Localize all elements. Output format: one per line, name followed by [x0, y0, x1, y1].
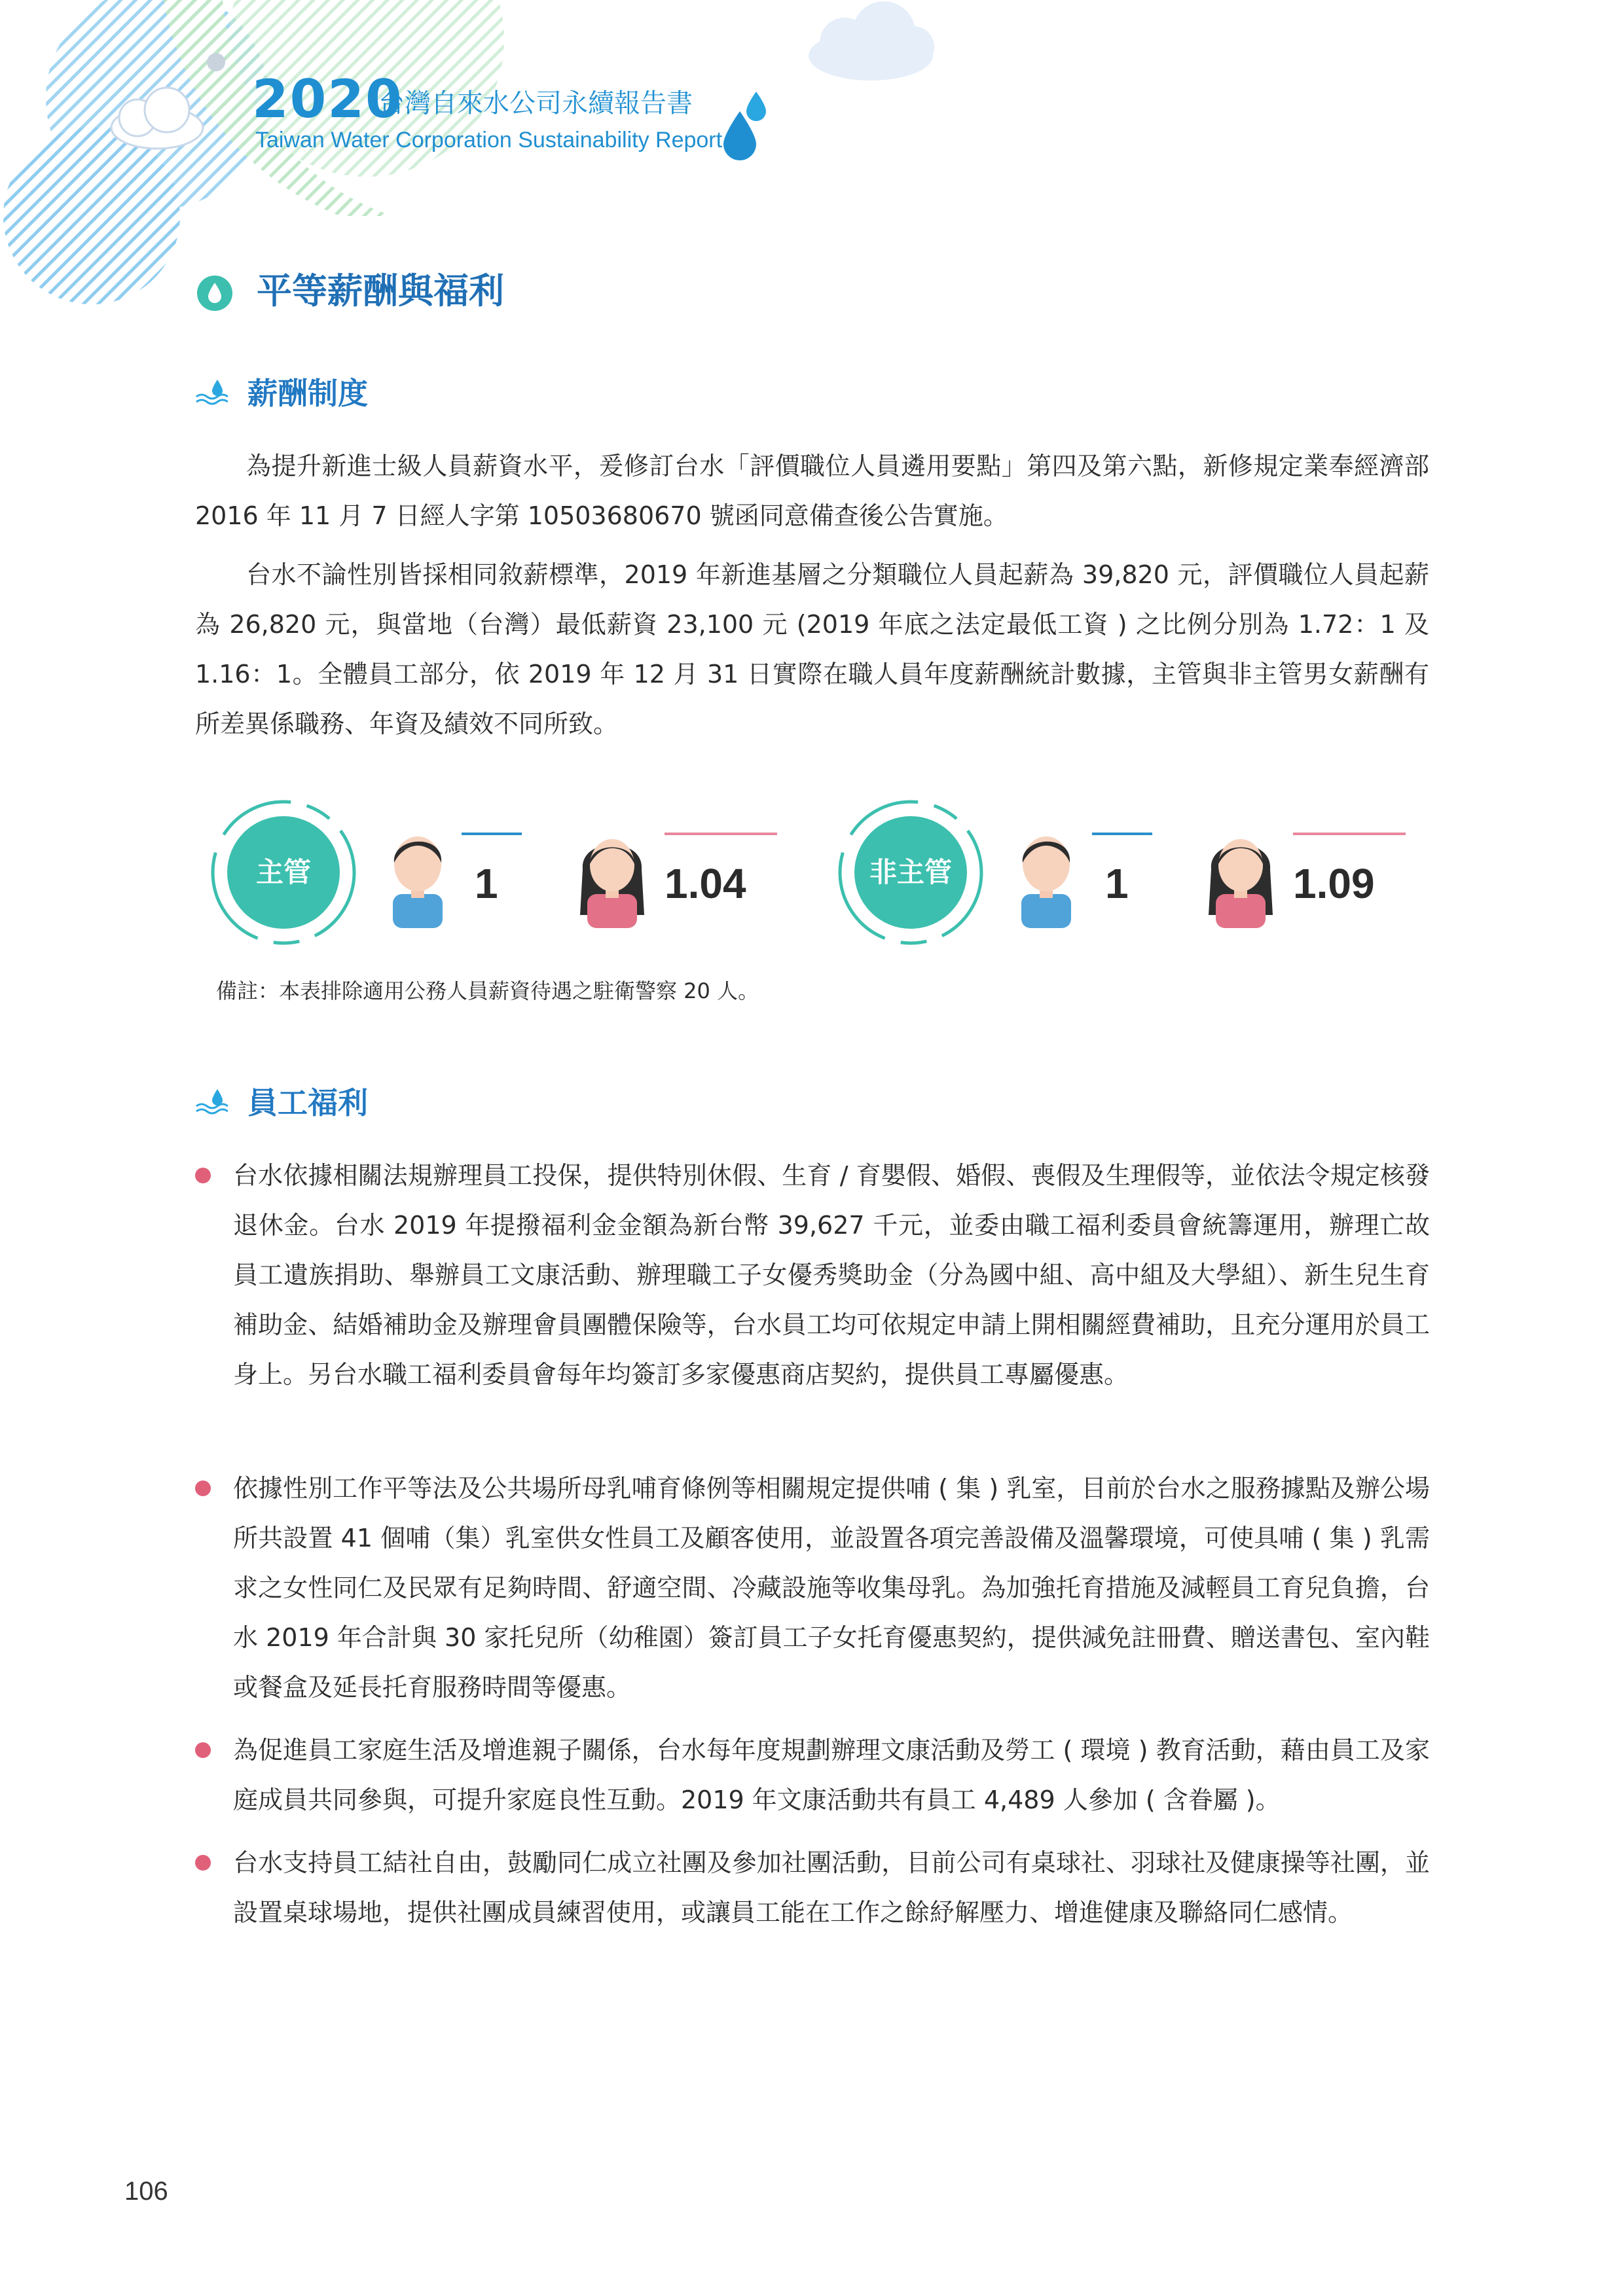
- water-drop-icon: [196, 275, 233, 312]
- welfare-bullet-3: 為促進員工家庭生活及增進親子關係，台水每年度規劃辦理文康活動及勞工 ( 環境 ) 教育活動，藉由員工及家庭成員共同參與，可提升家庭良性互動。2019 年文康活動共有員工 4,489 人參加 ( 含眷屬 )。: [233, 1736, 1430, 1814]
- subsection-title-salary: 薪酬制度: [247, 376, 368, 411]
- male-avatar-icon: [385, 823, 450, 928]
- female-ratio-non-supervisor: 1.09: [1293, 860, 1375, 907]
- salary-paragraph-1: 為提升新進士級人員薪資水平，爰修訂台水「評價職位人員遴用要點」第四及第六點，新修規定業奉經濟部 2016 年 11 月 7 日經人字第 10503680670 號函同意備查後公告實施。: [195, 452, 1429, 530]
- bullet-dot-icon: [195, 1855, 211, 1871]
- welfare-bullet-2: 依據性別工作平等法及公共場所母乳哺育條例等相關規定提供哺 ( 集 ) 乳室，目前於台水之服務據點及辦公場所共設置 41 個哺（集）乳室供女性員工及顧客使用，並設置各項完善設備及溫馨環境，可使具哺 ( 集 ) 乳需求之女性同仁及民眾有足夠時間、舒適空間、冷藏設施等收集母乳。為加強托育措施及減輕員工育兒負擔，台水 2019 年合計與 30 家托兒所（幼稚園）簽訂員工子女托育優惠契約，提供減免註冊費、贈送書包、室內鞋或餐盒及延長托育服務時間等優惠。: [233, 1474, 1430, 1702]
- wave-drop-icon: [195, 378, 228, 406]
- group-label-non-supervisor: 非主管: [869, 856, 952, 888]
- male-line-supervisor: [462, 833, 522, 835]
- report-title-zh: 台灣自來水公司永續報告書: [378, 88, 693, 118]
- female-line-supervisor: [665, 833, 777, 835]
- subsection-title-welfare: 員工福利: [247, 1085, 368, 1121]
- welfare-bullet-4: 台水支持員工結社自由，鼓勵同仁成立社團及參加社團活動，目前公司有桌球社、羽球社及健康操等社團，並設置桌球場地，提供社團成員練習使用，或讓員工能在工作之餘紓解壓力、增進健康及聯絡同仁感情。: [233, 1848, 1430, 1927]
- bullet-dot-icon: [195, 1168, 211, 1183]
- female-avatar-icon: [1205, 823, 1277, 928]
- female-line-non-supervisor: [1293, 833, 1406, 835]
- report-year: 2020: [252, 69, 403, 130]
- bullet-dot-icon: [195, 1742, 211, 1758]
- section-title: 平等薪酬與福利: [257, 270, 504, 312]
- male-line-non-supervisor: [1092, 833, 1152, 835]
- male-avatar-icon: [1013, 823, 1079, 928]
- female-ratio-supervisor: 1.04: [665, 860, 746, 907]
- drop-small: [746, 92, 766, 121]
- welfare-bullet-1: 台水依據相關法規辦理員工投保，提供特別休假、生育 / 育嬰假、婚假、喪假及生理假等，並依法令規定核發退休金。台水 2019 年提撥福利金金額為新台幣 39,627 千元，並委由職工福利委員會統籌運用，辦理亡故員工遺族捐助、舉辦員工文康活動、辦理職工子女優秀獎助金（分為國中組、高中組及大學組）、新生兒生育補助金、結婚補助金及辦理會員團體保險等，台水員工均可依規定申請上開相關經費補助，且充分運用於員工身上。另台水職工福利委員會每年均簽訂多家優惠商店契約，提供員工專屬優惠。: [233, 1161, 1430, 1389]
- wave-drop-icon: [195, 1088, 228, 1115]
- report-title-en: Taiwan Water Corporation Sustainability Report: [255, 128, 723, 152]
- cloud-right: [809, 1, 934, 81]
- table-note: 備註：本表排除適用公務人員薪資待遇之駐衛警察 20 人。: [216, 978, 759, 1003]
- male-ratio-supervisor: 1: [475, 860, 498, 907]
- female-avatar-icon: [576, 823, 648, 928]
- bullet-dot-icon: [195, 1480, 211, 1496]
- group-label-supervisor: 主管: [255, 856, 311, 888]
- male-ratio-non-supervisor: 1: [1105, 860, 1129, 907]
- page-number: 106: [124, 2177, 168, 2206]
- salary-paragraph-2: 台水不論性別皆採相同敘薪標準，2019 年新進基層之分類職位人員起薪為 39,820 元，評價職位人員起薪為 26,820 元，與當地（台灣）最低薪資 23,100 元 (2019 年底之法定最低工資 ) 之比例分別為 1.72：1 及 1.16：1。全體員工部分，依 2019 年 12 月 31 日實際在職人員年度薪酬統計數據，主管與非主管男女薪酬有所差異係職務、年資及績效不同所致。: [195, 560, 1429, 738]
